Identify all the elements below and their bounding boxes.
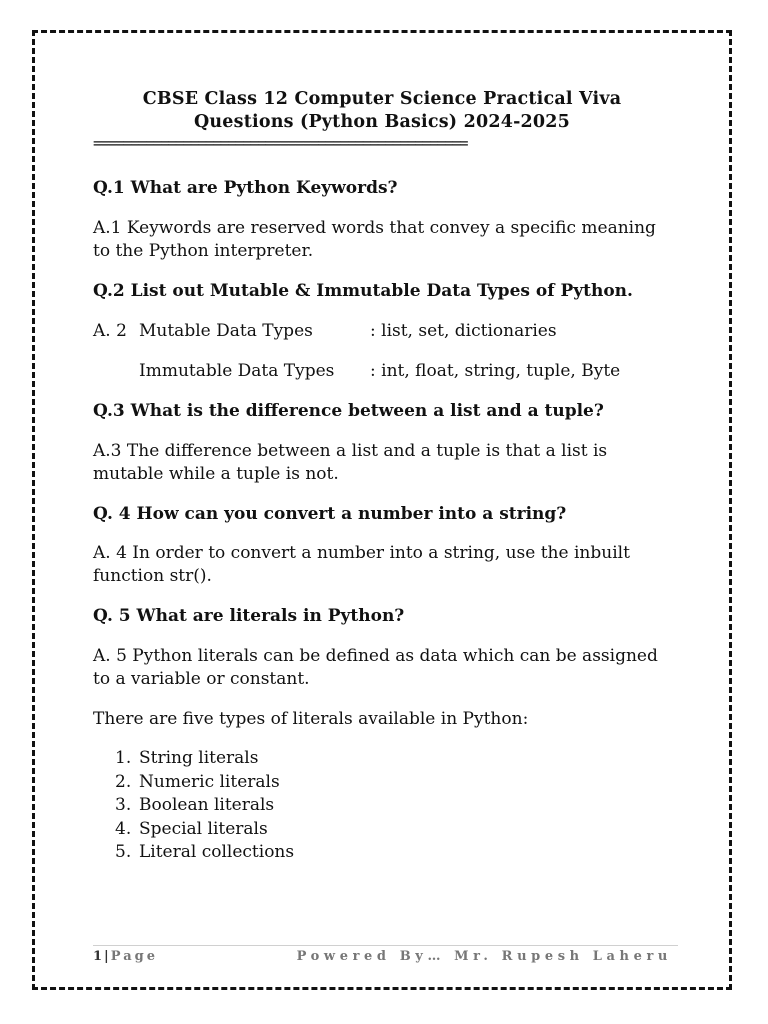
title-line-1: CBSE Class 12 Computer Science Practical Viva [142, 89, 622, 109]
answer-3: A.3 The difference between a list and a tuple is that a list is mutable while a tuple is not. [93, 441, 608, 484]
title-line-2: Questions (Python Basics) 2024-2025 [193, 112, 571, 132]
literals-list [115, 747, 294, 865]
immutable-value: : int, float, string, tuple, Byte [370, 361, 621, 381]
answer-2-prefix: A. 2 [93, 321, 127, 341]
question-2: Q.2 List out Mutable & Immutable Data Types of Python. [93, 281, 633, 301]
list-item: 1. String literals [115, 748, 259, 768]
immutable-label: Immutable Data Types [139, 361, 335, 381]
page-number: 1|Page [93, 949, 158, 964]
title-rule: ================================================== [93, 134, 468, 152]
answer-4: A. 4 In order to convert a number into a string, use the inbuilt function str(). [93, 543, 630, 586]
list-item: 5. Literal collections [115, 842, 295, 862]
question-3: Q.3 What is the difference between a list and a tuple? [93, 401, 604, 421]
answer-1: A.1 Keywords are reserved words that convey a specific meaning to the Python interpreter. [93, 218, 656, 261]
powered-by: Powered By… Mr. Rupesh Laheru [296, 949, 672, 964]
answer-5: A. 5 Python literals can be defined as data which can be assigned to a variable or constant. [93, 646, 658, 689]
document-title [93, 88, 671, 134]
list-item: 3. Boolean literals [115, 795, 275, 815]
question-1: Q.1 What are Python Keywords? [93, 178, 398, 198]
list-item: 4. Special literals [115, 818, 268, 839]
mutable-label: Mutable Data Types [139, 321, 313, 341]
list-item: 2. Numeric literals [115, 771, 280, 792]
literals-intro: There are five types of literals available in Python: [93, 709, 529, 729]
question-4: Q. 4 How can you convert a number into a string? [93, 504, 567, 524]
question-5: Q. 5 What are literals in Python? [93, 606, 405, 626]
footer-divider [93, 945, 678, 946]
mutable-value: : list, set, dictionaries [370, 321, 557, 341]
